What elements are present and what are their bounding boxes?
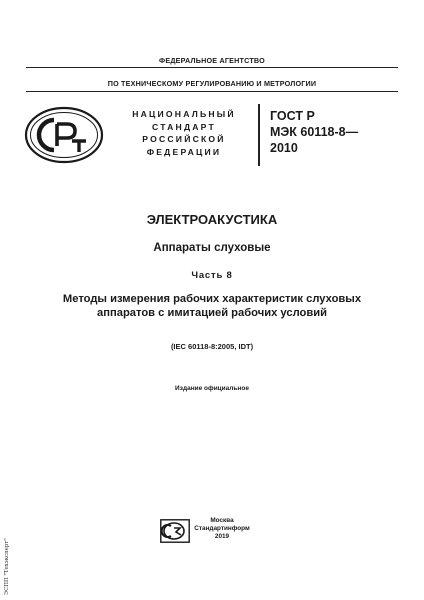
side-note-text: ЭСПП "Техэксперт" (4, 538, 10, 595)
document-description (20, 292, 404, 320)
header-divider-bottom (26, 91, 398, 92)
gost-line: МЭК 60118-8— (270, 125, 359, 139)
document-subtitle: Аппараты слуховые (153, 242, 271, 254)
edition-label: Издание официальное (175, 385, 249, 392)
publisher-info (192, 517, 252, 542)
document-title: ЭЛЕКТРОАКУСТИКА (146, 212, 278, 227)
national-standard-label (118, 108, 250, 158)
publisher-name: Стандартинформ (194, 525, 250, 533)
gost-line: 2010 (270, 141, 298, 155)
standard-divider (258, 104, 260, 166)
gost-line: ГОСТ Р (270, 109, 315, 123)
national-line: СТАНДАРТ (152, 121, 216, 132)
document-part: Часть 8 (191, 270, 233, 281)
national-line: РОССИЙСКОЙ (142, 134, 226, 144)
side-watermark-note (2, 521, 12, 595)
header-divider-top (26, 67, 398, 68)
publisher-logo-icon (160, 519, 190, 543)
standard-number (270, 108, 400, 156)
gost-r-emblem-icon (24, 106, 104, 164)
national-line: НАЦИОНАЛЬНЫЙ (132, 109, 236, 119)
description-line: аппаратов с имитацией рабочих условий (96, 307, 327, 319)
international-reference: (IEC 60118-8:2005, IDT) (170, 342, 254, 351)
publisher-year: 2019 (214, 533, 230, 541)
national-line: ФЕДЕРАЦИИ (146, 146, 222, 157)
description-line: Методы измерения рабочих характеристик слуховых (62, 293, 362, 305)
agency-department: ПО ТЕХНИЧЕСКОМУ РЕГУЛИРОВАНИЮ И МЕТРОЛОГИИ (107, 79, 317, 88)
publisher-city: Москва (210, 517, 234, 524)
agency-name: ФЕДЕРАЛЬНОЕ АГЕНТСТВО (159, 56, 265, 65)
